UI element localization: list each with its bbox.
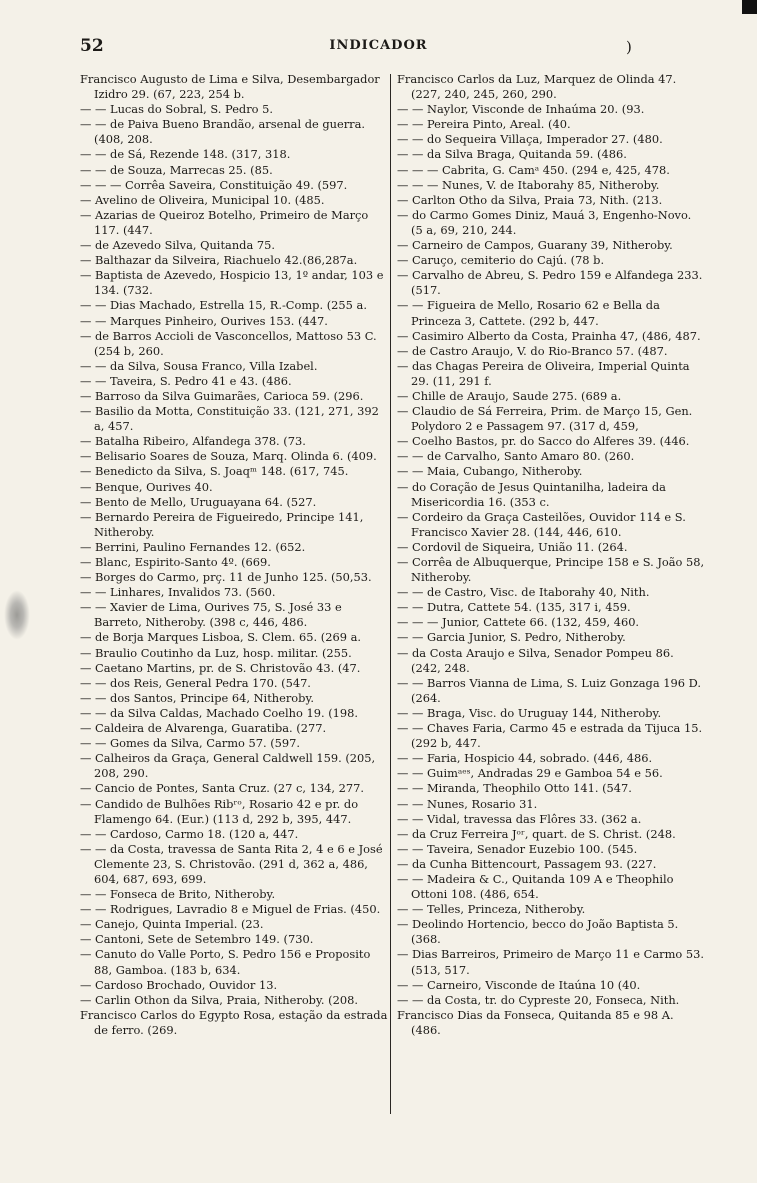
directory-entry: — Avelino de Oliveira, Municipal 10. (485. — [80, 192, 325, 207]
page-title: INDICADOR — [329, 38, 428, 53]
directory-entry: — Braulio Coutinho da Luz, hosp. militar. (255. — [80, 645, 352, 660]
directory-entry: — Basilio da Motta, Constituição 33. (121, 271, 392 a, 457. — [80, 404, 379, 434]
page-corner-mark — [742, 0, 757, 14]
directory-entry: — Canuto do Valle Porto, S. Pedro 156 e Proposito 88, Gamboa. (183 b, 634. — [80, 947, 371, 977]
directory-entry: — Coelho Bastos, pr. do Sacco do Alferes 39. (446. — [397, 434, 690, 449]
directory-entry: — Cordeiro da Graça Casteilões, Ouvidor 114 e S. Francisco Xavier 28. (144, 446, 610. — [397, 509, 686, 539]
directory-entry: — das Chagas Pereira de Oliveira, Imperial Quinta 29. (11, 291 f. — [397, 358, 690, 388]
directory-entry: — — Fonseca de Brito, Nitheroby. — [80, 887, 276, 902]
directory-entry: — do Coração de Jesus Quintanilha, ladeira da Misericordia 16. (353 c. — [397, 479, 666, 509]
directory-entry: — — Rodrigues, Lavradio 8 e Miguel de Frias. (450. — [80, 902, 381, 917]
directory-entry: — Caetano Martins, pr. de S. Christovão 43. (47. — [80, 660, 361, 675]
directory-entry: — — dos Santos, Principe 64, Nitheroby. — [80, 690, 314, 705]
directory-entry: — — Garcia Junior, S. Pedro, Nitheroby. — [397, 630, 626, 645]
directory-entry: — — Taveira, Senador Euzebio 100. (545. — [397, 841, 638, 856]
directory-entry: — Calheiros da Graça, General Caldwell 159. (205, 208, 290. — [80, 751, 376, 781]
directory-entry: — — Telles, Princeza, Nitheroby. — [397, 902, 586, 917]
directory-entry: — de Barros Accioli de Vasconcellos, Mattoso 53 C. (254 b, 260. — [80, 328, 377, 358]
directory-entry: — — Naylor, Visconde de Inhaúma 20. (93. — [397, 102, 645, 117]
directory-entry: — do Carmo Gomes Diniz, Mauá 3, Engenho-Novo. (5 a, 69, 210, 244. — [397, 207, 692, 237]
directory-entry: — Benedicto da Silva, S. Joaqᵐ 148. (617, 745. — [80, 464, 349, 479]
directory-entry: — Caruço, cemiterio do Cajú. (78 b. — [397, 253, 605, 268]
directory-entry: — da Cunha Bittencourt, Passagem 93. (227. — [397, 856, 657, 871]
directory-entry: — Corrêa de Albuquerque, Principe 158 e S. João 58, Nitheroby. — [397, 555, 705, 585]
directory-entry: — — de Castro, Visc. de Itaborahy 40, Nith. — [397, 585, 650, 600]
directory-entry: — Blanc, Espirito-Santo 4º. (669. — [80, 555, 271, 569]
directory-entry: — Cordovil de Siqueira, União 11. (264. — [397, 539, 628, 554]
directory-entry: — — Maia, Cubango, Nitheroby. — [397, 464, 583, 479]
directory-entry: — — da Silva, Sousa Franco, Villa Izabel. — [80, 358, 318, 373]
directory-entry: — Batalha Ribeiro, Alfandega 378. (73. — [80, 434, 306, 449]
directory-entry: — Barroso da Silva Guimarães, Carioca 59. (296. — [80, 388, 364, 403]
directory-entry: — Bento de Mello, Uruguayana 64. (527. — [80, 494, 317, 509]
directory-entry: — — Chaves Faria, Carmo 45 e estrada da Tijuca 15. (292 b, 447. — [397, 721, 703, 751]
directory-entry: — da Costa Araujo e Silva, Senador Pompeu 86. (242, 248. — [397, 645, 674, 675]
left-column — [80, 72, 389, 1038]
directory-entry: — Benque, Ourives 40. — [80, 479, 213, 494]
directory-entry: Francisco Dias da Fonseca, Quitanda 85 e 98 A. (486. — [397, 1007, 674, 1037]
directory-entry: Francisco Carlos do Egypto Rosa, estação da estrada de ferro. (269. — [80, 1007, 388, 1037]
directory-entry: — — do Sequeira Villaça, Imperador 27. (480. — [397, 132, 663, 147]
directory-entry: — Caldeira de Alvarenga, Guaratiba. (277. — [80, 721, 327, 736]
directory-entry: — — Taveira, S. Pedro 41 e 43. (486. — [80, 373, 292, 388]
directory-entry: — — da Costa, travessa de Santa Rita 2, 4 e 6 e José Clemente 23, S. Christovão. (291 d, 362 a, 486, 604, 687, 693, 699. — [80, 841, 383, 886]
directory-entry: — — Pereira Pinto, Areal. (40. — [397, 117, 571, 132]
directory-entry: — Bernardo Pereira de Figueiredo, Principe 141, Nitheroby. — [80, 509, 364, 539]
directory-entry: — — Dias Machado, Estrella 15, R.-Comp. (255 a. — [80, 298, 367, 313]
directory-entry: — de Azevedo Silva, Quitanda 75. — [80, 238, 275, 253]
directory-entry: — — Vidal, travessa das Flôres 33. (362 a. — [397, 811, 642, 826]
directory-entry: — — Guimᵃᵉˢ, Andradas 29 e Gamboa 54 e 56. — [397, 766, 663, 781]
directory-entry: — Candido de Bulhões Ribʳᵒ, Rosario 42 e pr. do Flamengo 64. (Eur.) (113 d, 292 b, 395, 447. — [80, 796, 359, 826]
directory-entry: Francisco Augusto de Lima e Silva, Desembargador Izidro 29. (67, 223, 254 b. — [80, 72, 380, 102]
page-number: 52 — [80, 36, 104, 56]
directory-entry: — — da Costa, tr. do Cypreste 20, Fonseca, Nith. — [397, 992, 680, 1007]
directory-entry: — Carneiro de Campos, Guarany 39, Nitheroby. — [397, 238, 673, 253]
directory-entry: — — Miranda, Theophilo Otto 141. (547. — [397, 781, 632, 796]
directory-entry: — — Dutra, Cattete 54. (135, 317 i, 459. — [397, 600, 631, 615]
directory-entry: — Chille de Araujo, Saude 275. (689 a. — [397, 388, 622, 403]
directory-entry: — Canejo, Quinta Imperial. (23. — [80, 917, 264, 932]
directory-entry: — — Faria, Hospicio 44, sobrado. (446, 486. — [397, 751, 653, 766]
directory-entry: — — de Sá, Rezende 148. (317, 318. — [80, 147, 291, 162]
directory-entry: — — Barros Vianna de Lima, S. Luiz Gonzaga 196 D. (264. — [397, 675, 701, 705]
directory-entry: — — — Corrêa Saveira, Constituição 49. (597. — [80, 177, 348, 192]
directory-entry: — — Gomes da Silva, Carmo 57. (597. — [80, 736, 301, 751]
directory-entry: — — da Silva Caldas, Machado Coelho 19. (198. — [80, 705, 359, 720]
directory-entry: — Casimiro Alberto da Costa, Prainha 47, (486, 487. — [397, 328, 701, 343]
directory-entry: — — — Cabrita, G. Camᵃ 450. (294 e, 425, 478. — [397, 162, 670, 177]
directory-entry: — — Figueira de Mello, Rosario 62 e Bella da Princeza 3, Cattete. (292 b, 447. — [397, 298, 660, 328]
directory-entry: — — de Souza, Marrecas 25. (85. — [80, 162, 273, 177]
directory-entry: — — Madeira & C., Quitanda 109 A e Theophilo Ottoni 108. (486, 654. — [397, 871, 674, 902]
directory-entry: — Carlin Othon da Silva, Praia, Nitheroby. (208. — [80, 992, 358, 1007]
directory-entry: — Carvalho de Abreu, S. Pedro 159 e Alfandega 233. (517. — [397, 268, 703, 298]
directory-entry: Francisco Carlos da Luz, Marquez de Olinda 47. (227, 240, 245, 260, 290. — [397, 72, 677, 102]
directory-entry: — Claudio de Sá Ferreira, Prim. de Março 15, Gen. Polydoro 2 e Passagem 97. (317 d, 459, — [397, 404, 693, 434]
directory-entry: — — — Nunes, V. de Itaborahy 85, Nitheroby. — [397, 177, 660, 192]
directory-entry: — — Xavier de Lima, Ourives 75, S. José 33 e Barreto, Nitheroby. (398 c, 446, 486. — [80, 600, 342, 630]
directory-entry: — da Cruz Ferreira Jᵒʳ, quart. de S. Christ. (248. — [397, 826, 676, 841]
directory-entry: — Cancio de Pontes, Santa Cruz. (27 c, 134, 277. — [80, 781, 364, 796]
directory-entry: — — Carneiro, Visconde de Itaúna 10 (40. — [397, 977, 641, 992]
directory-entry: — — da Silva Braga, Quitanda 59. (486. — [397, 147, 627, 162]
directory-entry: — Cantoni, Sete de Setembro 149. (730. — [80, 932, 314, 947]
directory-entry: — — — Junior, Cattete 66. (132, 459, 460. — [397, 615, 640, 630]
directory-entry: — Berrini, Paulino Fernandes 12. (652. — [80, 539, 306, 554]
directory-entry: — Belisario Soares de Souza, Marq. Olinda 6. (409. — [80, 449, 377, 464]
directory-entry: — Carlton Otho da Silva, Praia 73, Nith. (213. — [397, 192, 663, 207]
directory-entry: — — de Paiva Bueno Brandão, arsenal de guerra. (408, 208. — [80, 117, 366, 147]
column-divider — [390, 74, 391, 1114]
directory-entry: — de Castro Araujo, V. do Rio-Branco 57. (487. — [397, 343, 668, 358]
header-mark: ) — [626, 38, 632, 56]
directory-entry: — — Lucas do Sobral, S. Pedro 5. — [80, 102, 274, 117]
directory-entry: — — de Carvalho, Santo Amaro 80. (260. — [397, 449, 635, 464]
directory-entry: — Balthazar da Silveira, Riachuelo 42.(86,287a. — [80, 253, 358, 268]
directory-entry: — de Borja Marques Lisboa, S. Clem. 65. (269 a. — [80, 630, 361, 645]
page-header — [0, 36, 757, 60]
directory-entry: — — Linhares, Invalidos 73. (560. — [80, 585, 276, 600]
margin-smudge — [4, 590, 30, 640]
directory-entry: — — Nunes, Rosario 31. — [397, 796, 538, 811]
directory-entry: — — Braga, Visc. do Uruguay 144, Nitheroby. — [397, 705, 662, 720]
directory-entry: — — Cardoso, Carmo 18. (120 a, 447. — [80, 826, 299, 841]
directory-entry: — Dias Barreiros, Primeiro de Março 11 e Carmo 53. (513, 517. — [397, 947, 704, 977]
directory-entry: — Azarias de Queiroz Botelho, Primeiro de Março 117. (447. — [80, 207, 369, 237]
directory-entry: — Borges do Carmo, prç. 11 de Junho 125. (50,53. — [80, 570, 372, 585]
right-column — [397, 72, 706, 1038]
directory-entry: — — dos Reis, General Pedra 170. (547. — [80, 675, 311, 690]
directory-entry: — Cardoso Brochado, Ouvidor 13. — [80, 977, 278, 992]
directory-entry: — Deolindo Hortencio, becco do João Baptista 5. (368. — [397, 917, 679, 947]
directory-entry: — Baptista de Azevedo, Hospicio 13, 1º andar, 103 e 134. (732. — [80, 268, 384, 298]
directory-entry: — — Marques Pinheiro, Ourives 153. (447. — [80, 313, 328, 328]
